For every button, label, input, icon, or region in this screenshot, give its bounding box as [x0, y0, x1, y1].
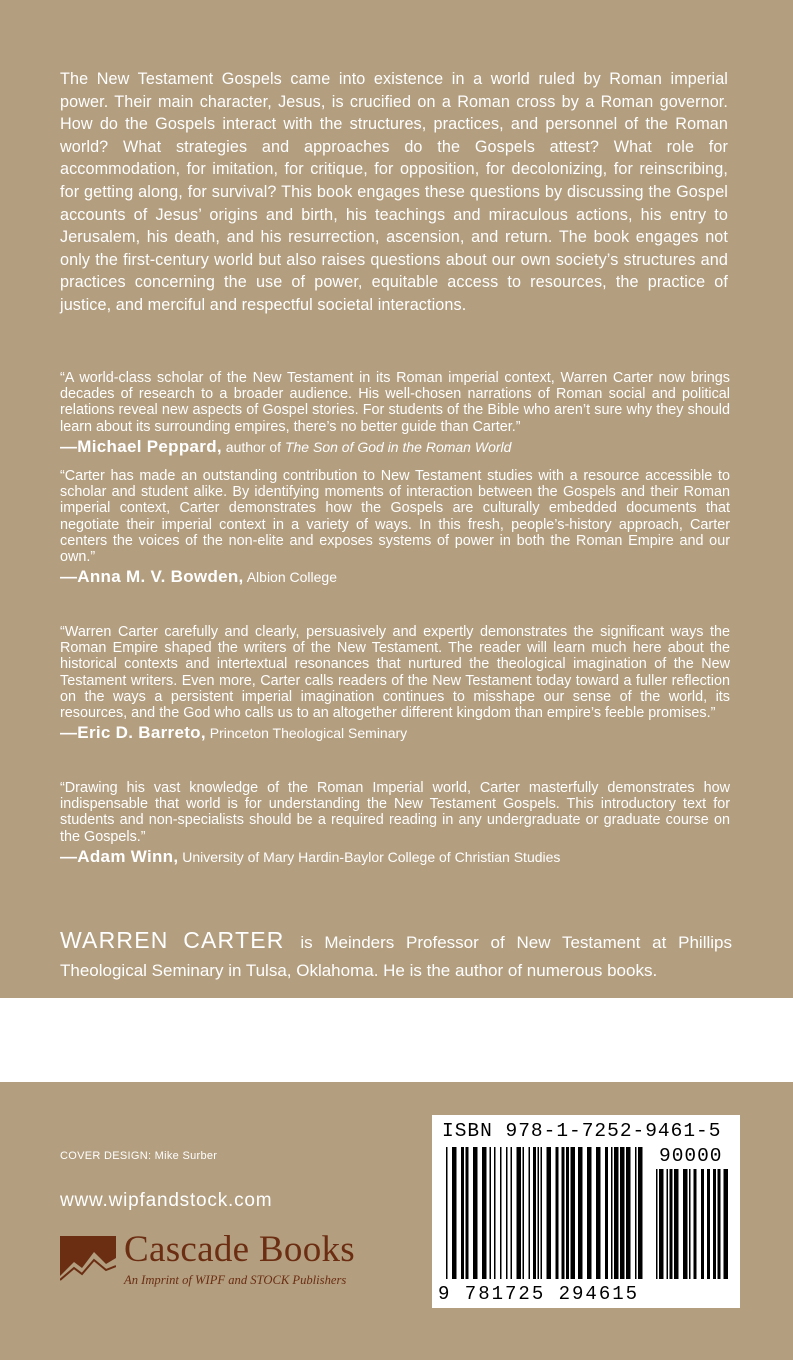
barcode-bar: [490, 1147, 492, 1279]
barcode-bar: [667, 1169, 669, 1279]
barcode-bar: [578, 1147, 583, 1279]
barcode-bar: [596, 1147, 601, 1279]
endorser-name: —Michael Peppard,: [60, 436, 222, 456]
barcode-bar: [500, 1147, 502, 1279]
barcode-bar: [562, 1147, 565, 1279]
barcode-bar: [566, 1147, 569, 1279]
barcode-bar: [541, 1147, 543, 1279]
publisher-website: www.wipfandstock.com: [60, 1190, 273, 1211]
endorser-book-title: The Son of God in the Roman World: [284, 438, 512, 455]
endorsement-quote: “A world-class scholar of the New Testament in its Roman imperial context, Warren Carter now brings decades of research to a broader audience. His well-chosen narrations of Roman social and political relations reveal new aspects of Gospel stories. For students of the Bible who aren’t sure why they should learn about its surrounding empires, there’s no better guide than Carter.”: [60, 370, 730, 435]
barcode-bar: [605, 1147, 608, 1279]
barcode-bar: [635, 1147, 637, 1279]
author-bio-text: is Meinders Professor of New Testament at Phillips Theological Seminary in Tulsa, Oklahoma. He is the author of numerous books.: [60, 933, 732, 980]
endorsement-2: [60, 468, 730, 587]
barcode-bar: [446, 1147, 448, 1279]
endorsement-quote: “Warren Carter carefully and clearly, persuasively and expertly demonstrates the significant ways the Roman Empire shaped the writers of the New Testament. The reader will learn much here about the historical contexts and intertextual resonances that nurtured the theological imagination of the New Testament writers. Even more, Carter calls readers of the New Testament today toward a fuller reflection on the ways a persistent imperial imagination continues to misshape our sense of the world, its resources, and the God who calls us to an altogether different kingdom than empire’s feeble promises.”: [60, 624, 730, 722]
price-code: 90000: [659, 1145, 723, 1167]
endorser-affiliation: Albion College: [243, 569, 337, 586]
barcode-bar: [506, 1147, 508, 1279]
mountain-logo-icon: [60, 1236, 116, 1288]
barcode-bar: [529, 1147, 531, 1279]
publisher-logo: [60, 1229, 420, 1298]
barcode-bar: [533, 1147, 536, 1279]
barcode-bar: [614, 1147, 619, 1279]
barcode-bar: [701, 1169, 704, 1279]
barcode-bar: [611, 1147, 613, 1279]
barcode-bar: [517, 1147, 522, 1279]
endorser-affiliation: University of Mary Hardin-Baylor College of Christian Studies: [178, 848, 561, 865]
author-name: WARREN CARTER: [60, 927, 285, 953]
endorsement-attribution: [60, 847, 730, 867]
endorsement-quote: “Carter has made an outstanding contribution to New Testament studies with a resource accessible to scholar and student alike. By identifying moments of interaction between the Gospels and their Roman imperial context, Carter demonstrates how the Gospels are culturally embedded documents that negotiate their imperial context in a variety of ways. In this fresh, people’s-history approach, Carter centers the voices of the non-elite and exposes systems of power in both the Roman Empire and our own.”: [60, 468, 730, 566]
barcode-bar: [482, 1147, 487, 1279]
barcode-bar: [683, 1169, 688, 1279]
barcode-bars: [440, 1143, 732, 1285]
barcode-bar: [461, 1147, 464, 1279]
endorsement-attribution: [60, 437, 730, 457]
isbn-barcode: [432, 1115, 740, 1308]
endorser-name: —Adam Winn,: [60, 846, 179, 866]
author-bio: [60, 926, 732, 985]
barcode-bar: [718, 1169, 721, 1279]
isbn-label: ISBN 978-1-7252-9461-5: [442, 1120, 722, 1142]
white-band: [0, 998, 793, 1082]
barcode-bar: [523, 1147, 525, 1279]
barcode-bar: [452, 1147, 457, 1279]
endorsement-1: [60, 370, 730, 457]
barcode-bar: [587, 1147, 592, 1279]
endorsement-attribution: [60, 723, 730, 743]
barcode-bar: [707, 1169, 710, 1279]
endorser-name: —Anna M. V. Bowden,: [60, 567, 244, 587]
barcode-bar: [670, 1169, 673, 1279]
barcode-bar: [659, 1169, 664, 1279]
endorser-affiliation: Princeton Theological Seminary: [205, 725, 408, 742]
barcode-bar: [473, 1147, 478, 1279]
endorser-name: —Eric D. Barreto,: [60, 723, 206, 743]
endorsement-attribution: [60, 567, 730, 587]
barcode-bar: [638, 1147, 643, 1279]
barcode-bar: [556, 1147, 559, 1279]
barcode-bar: [694, 1169, 697, 1279]
book-description: The New Testament Gospels came into existence in a world ruled by Roman imperial power. Their main character, Jesus, is crucified on a Roman cross by a Roman governor. How do the Gospels interact with the structures, practices, and personnel of the Roman world? What strategies and approaches do the Gospels attest? What role for accommodation, for imitation, for critique, for opposition, for decolonizing, for reinscribing, for getting along, for survival? This book engages these questions by discussing the Gospel accounts of Jesus’ origins and birth, his teachings and miraculous actions, his entry to Jerusalem, his death, and his resurrection, ascension, and return. The book engages not only the first-century world but also raises questions about our own society’s structures and practices concerning the use of power, equitable access to resources, the practice of justice, and merciful and respectful societal interactions.: [60, 70, 728, 314]
barcode-bar: [626, 1147, 631, 1279]
barcode-bar: [466, 1147, 469, 1279]
endorser-affiliation-prefix: author of: [221, 438, 285, 455]
barcode-bar: [547, 1147, 552, 1279]
cover-design-credit: COVER DESIGN: Mike Surber: [60, 1150, 218, 1162]
endorsement-quote: “Drawing his vast knowledge of the Roman Imperial world, Carter masterfully demonstrates how indispensable that world is for understanding the New Testament Gospels. This introductory text for students and non-specialists should be a required reading in any undergraduate or graduate course on the Gospels.”: [60, 780, 730, 845]
barcode-bar: [724, 1169, 729, 1279]
barcode-bar: [571, 1147, 576, 1279]
endorsement-3: [60, 624, 730, 743]
ean-digits: 9 781725 294615: [438, 1283, 640, 1305]
endorsement-4: [60, 780, 730, 867]
barcode-bar: [674, 1169, 679, 1279]
publisher-tagline: An Imprint of WIPF and STOCK Publishers: [124, 1273, 347, 1287]
barcode-bar: [511, 1147, 513, 1279]
barcode-bar: [494, 1147, 496, 1279]
barcode-bar: [689, 1169, 691, 1279]
barcode-bar: [620, 1147, 625, 1279]
barcode-bar: [656, 1169, 658, 1279]
barcode-bar: [538, 1147, 540, 1279]
barcode-bar: [713, 1169, 716, 1279]
publisher-name: Cascade Books: [124, 1229, 355, 1270]
